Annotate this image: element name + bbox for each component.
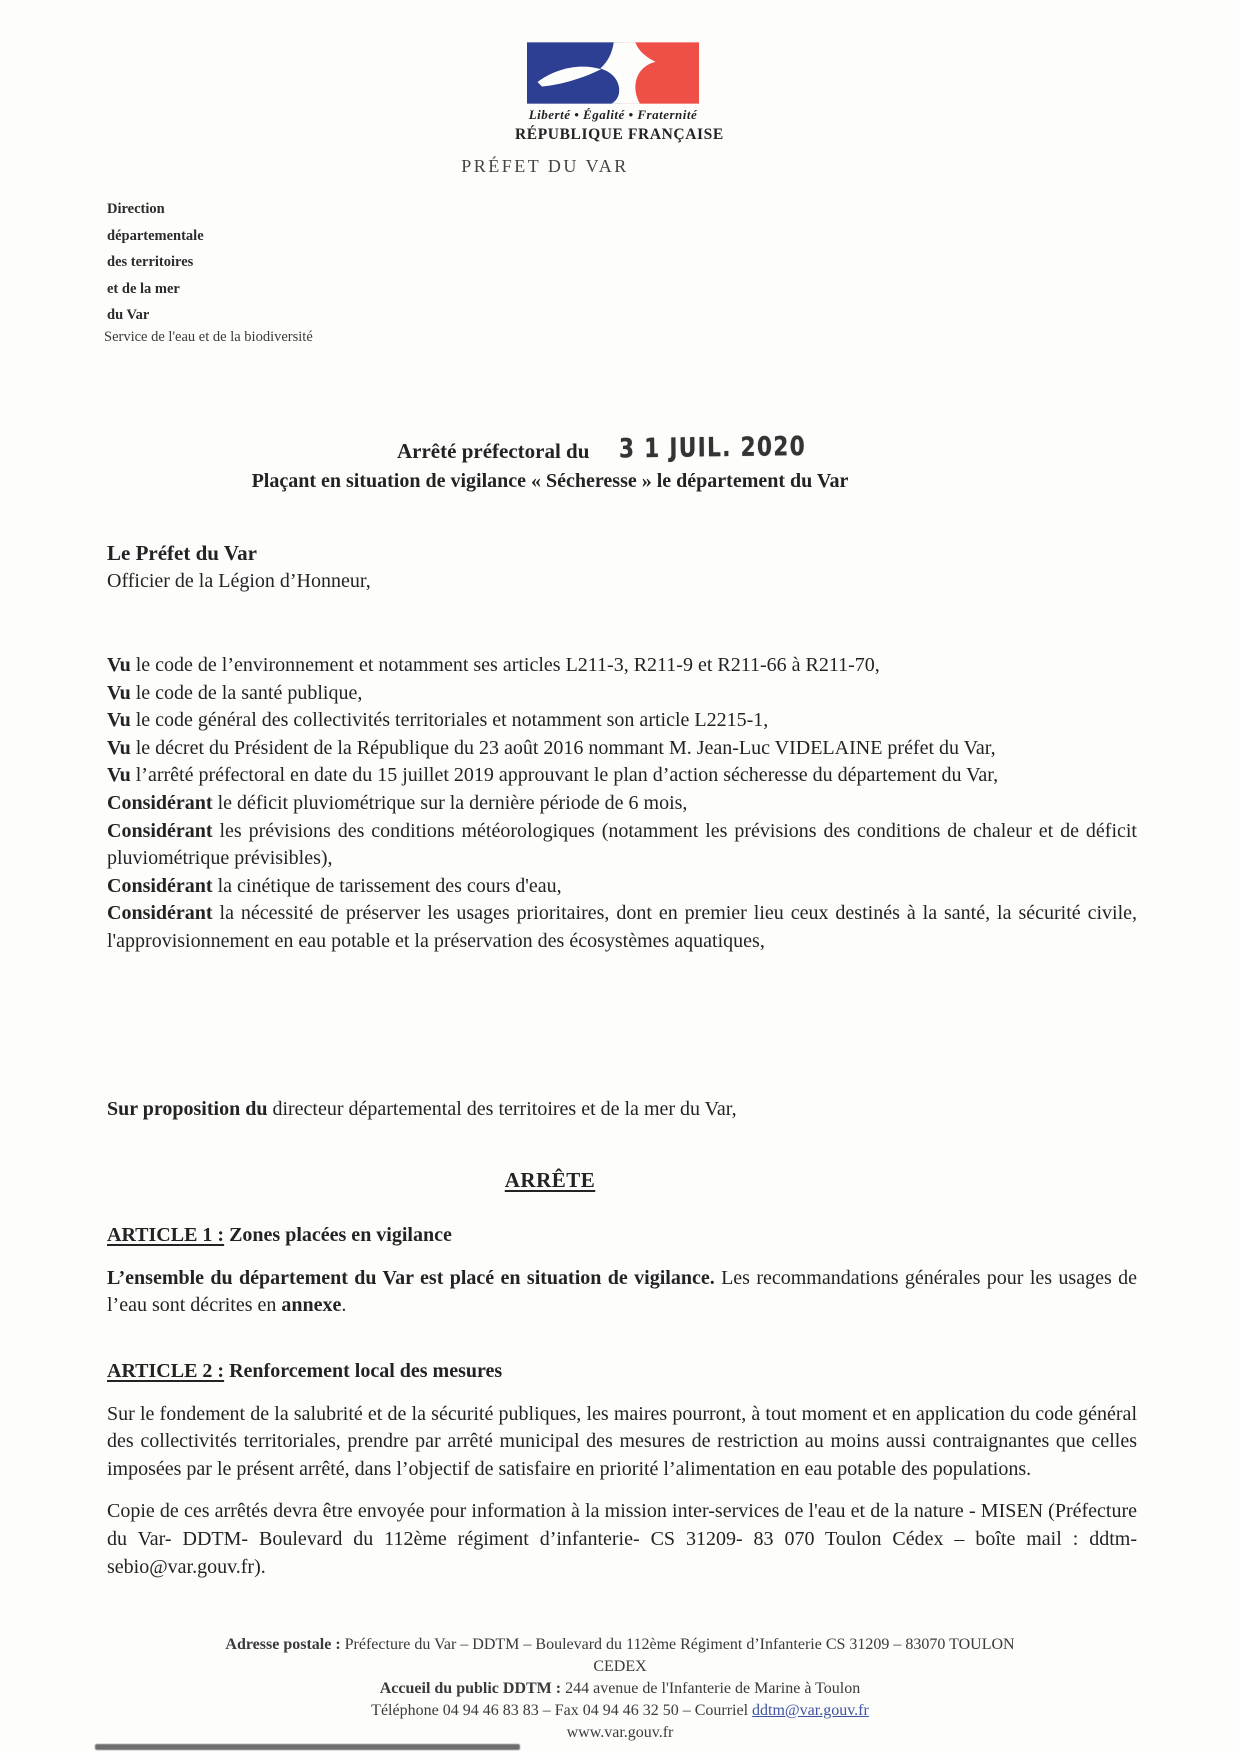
footer-address-text: Préfecture du Var – DDTM – Boulevard du 112ème Régiment d’Infanterie CS 31209 – 83070 TOULON bbox=[340, 1636, 1015, 1653]
article-2-paragraph-2: Copie de ces arrêtés devra être envoyée pour information à la mission inter-services de l'eau et de la nature - MISEN (Préfecture du Var- DDTM- Boulevard du 112ème régiment d’infanterie- CS 31209- 83 070 Toulon Cédex – boîte mail : ddtm-sebio@var.gouv.fr). bbox=[107, 1500, 1137, 1578]
direction-line: départementale bbox=[107, 227, 204, 244]
prefet-name-line: Le Préfet du Var bbox=[107, 541, 257, 565]
clause-text: la nécessité de préserver les usages prioritaires, dont en premier lieu ceux destinés à la santé, la sécurité civile, l'approvisionnement en eau potable et la préservation des écosystèmes aquatiques, bbox=[107, 902, 1137, 952]
article-1-text: Les recommandations générales pour les usages de l’eau sont décrites en bbox=[107, 1266, 1137, 1317]
article-2-title: Renforcement local des mesures bbox=[224, 1360, 503, 1382]
article-1-bold-sentence: L’ensemble du département du Var est placé en situation de vigilance. bbox=[107, 1266, 715, 1289]
intro-block bbox=[107, 539, 371, 595]
article-1-number: ARTICLE 1 : bbox=[107, 1224, 225, 1246]
clause-vu-2 bbox=[107, 680, 1137, 708]
clause-text: l’arrêté préfectoral en date du 15 juillet 2019 approuvant le plan d’action sécheresse du département du Var, bbox=[130, 764, 999, 787]
article-1-annexe-word: annexe bbox=[281, 1294, 342, 1317]
article-1-text-end: . bbox=[341, 1294, 347, 1317]
arrete-heading: ARRÊTE bbox=[504, 1168, 596, 1192]
clause-lead: Vu bbox=[107, 709, 131, 732]
article-1-title: Zones placées en vigilance bbox=[224, 1224, 452, 1246]
clause-lead: Vu bbox=[107, 736, 131, 759]
officier-line: Officier de la Légion d’Honneur, bbox=[107, 570, 371, 592]
footer-contact-line bbox=[0, 1700, 1240, 1722]
article-1-paragraph bbox=[107, 1265, 1137, 1320]
clause-text: le code de l’environnement et notamment ses articles L211-3, R211-9 et R211-66 à R211-70, bbox=[130, 654, 880, 676]
arrete-heading-line bbox=[90, 1168, 1010, 1193]
clause-considerant-3 bbox=[107, 873, 1137, 901]
clause-vu-1 bbox=[107, 652, 1137, 680]
clause-lead: Vu bbox=[107, 654, 131, 676]
clause-text: la cinétique de tarissement des cours d'eau, bbox=[212, 874, 562, 897]
clause-text: les prévisions des conditions météorologiques (notamment les prévisions des conditions de chaleur et de déficit pluviométrique prévisibles), bbox=[107, 819, 1137, 870]
scan-artifact-mark bbox=[95, 1744, 520, 1750]
direction-line: et de la mer bbox=[107, 280, 180, 297]
direction-line: des territoires bbox=[107, 254, 194, 270]
direction-departementale-block bbox=[107, 196, 204, 329]
clause-text: le décret du Président de la République du 23 août 2016 nommant M. Jean-Luc VIDELAINE préfet du Var, bbox=[130, 736, 996, 759]
direction-line: Direction bbox=[107, 201, 165, 217]
clause-lead: Vu bbox=[107, 681, 131, 704]
footer-website-line bbox=[0, 1722, 1240, 1744]
article-2-number: ARTICLE 2 : bbox=[107, 1360, 225, 1382]
footer-phone-fax-text: Téléphone 04 94 46 83 83 – Fax 04 94 46 32 50 – Courriel bbox=[371, 1702, 753, 1719]
service-eau-biodiversite-label: Service de l'eau et de la biodiversité bbox=[104, 329, 313, 345]
website-link[interactable]: www.var.gouv.fr bbox=[566, 1724, 674, 1741]
republique-francaise-logo-block bbox=[515, 42, 724, 144]
title-text: Arrêté préfectoral du bbox=[397, 439, 590, 463]
clause-lead: Considérant bbox=[107, 874, 213, 897]
footer-accueil-text: 244 avenue de l'Infanterie de Marine à Toulon bbox=[561, 1680, 861, 1697]
article-2-paragraph-1: Sur le fondement de la salubrité et de la sécurité publiques, les maires pourront, à tout moment et en application du code général des collectivités territoriales, prendre par arrêté municipal des mesures de restriction au moins aussi contraignantes que celles imposées par le présent arrêté, dans l’objectif de satisfaire en priorité l’alimentation en eau potable des populations. bbox=[107, 1402, 1137, 1480]
article-2-section bbox=[107, 1358, 1137, 1581]
footer-address-line-1 bbox=[0, 1634, 1240, 1656]
article-1-heading bbox=[107, 1222, 1137, 1250]
email-link[interactable]: ddtm@var.gouv.fr bbox=[752, 1702, 869, 1719]
marianne-flag-icon bbox=[527, 42, 699, 104]
footer-address-label: Adresse postale : bbox=[225, 1636, 341, 1653]
footer-address-line-2: CEDEX bbox=[593, 1658, 647, 1675]
prefet-du-var-heading: PRÉFET DU VAR bbox=[461, 156, 629, 176]
clause-lead: Considérant bbox=[107, 791, 213, 814]
clause-considerant-2 bbox=[107, 818, 1137, 873]
title-line-2: Plaçant en situation de vigilance « Sécheresse » le département du Var bbox=[251, 470, 849, 492]
page-footer bbox=[0, 1634, 1240, 1744]
legal-clauses-block bbox=[107, 652, 1137, 956]
clause-lead: Considérant bbox=[107, 902, 213, 925]
clause-considerant-1 bbox=[107, 790, 1137, 818]
clause-text: le code de la santé publique, bbox=[130, 681, 363, 704]
footer-accueil-label: Accueil du public DDTM : bbox=[379, 1680, 562, 1697]
clause-vu-3 bbox=[107, 707, 1137, 735]
title-line-1 bbox=[397, 430, 827, 464]
clause-text: le déficit pluviométrique sur la dernière période de 6 mois, bbox=[212, 791, 688, 814]
proposition-line bbox=[107, 1098, 1137, 1121]
clause-vu-4 bbox=[107, 735, 1137, 763]
proposition-text: directeur départemental des territoires et de la mer du Var, bbox=[267, 1098, 737, 1120]
clause-lead: Considérant bbox=[107, 819, 213, 842]
republique-francaise-label: RÉPUBLIQUE FRANÇAISE bbox=[515, 126, 724, 143]
clause-considerant-4 bbox=[107, 900, 1137, 955]
footer-accueil-line bbox=[0, 1678, 1240, 1700]
article-2-heading bbox=[107, 1358, 1137, 1386]
clause-text: le code général des collectivités territoriales et notamment son article L2215-1, bbox=[130, 709, 769, 732]
clause-vu-5 bbox=[107, 762, 1137, 790]
article-1-section bbox=[107, 1222, 1137, 1320]
clause-lead: Vu bbox=[107, 764, 131, 787]
motto-liberte-egalite-fraternite: Liberté • Égalité • Fraternité bbox=[528, 107, 698, 122]
date-stamp: 3 1 JUIL. 2020 bbox=[619, 430, 807, 464]
proposition-lead: Sur proposition du bbox=[107, 1098, 268, 1120]
direction-line: du Var bbox=[107, 307, 150, 323]
